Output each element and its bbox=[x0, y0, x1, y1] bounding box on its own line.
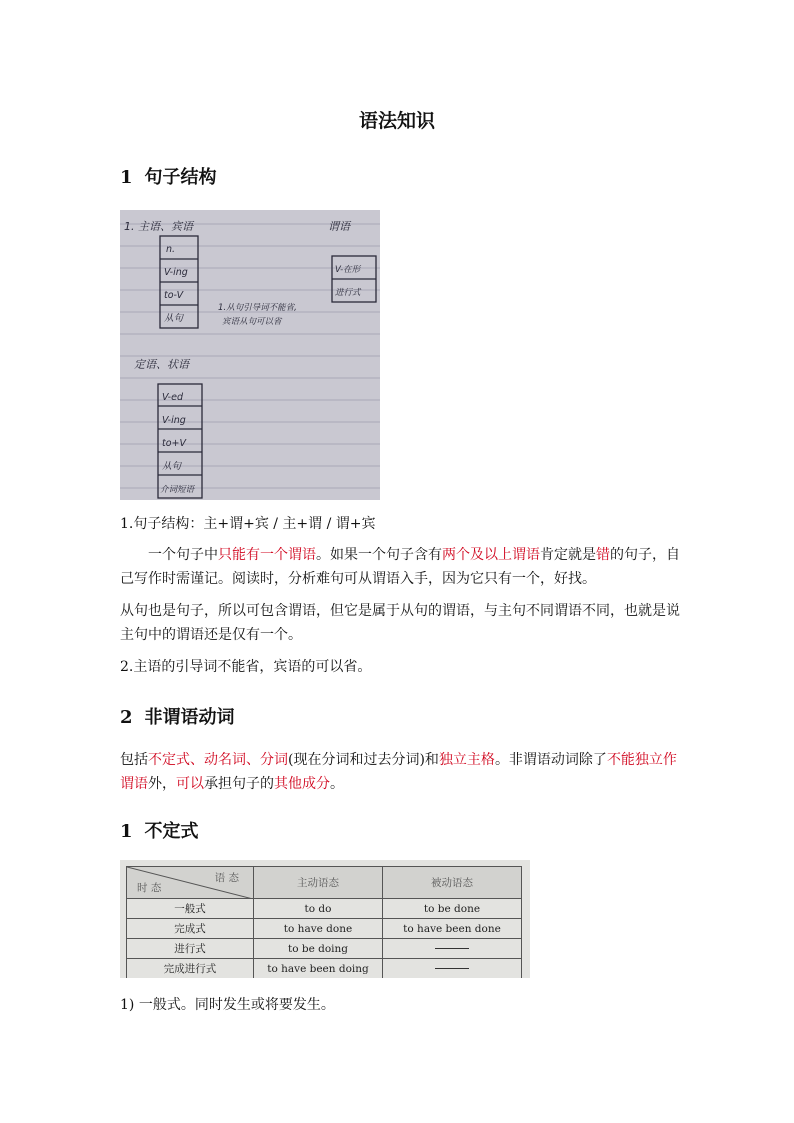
text-run: (现在分词和过去分词)和 bbox=[288, 752, 439, 768]
cell-tense: 进行式 bbox=[127, 939, 254, 959]
cell-active: to be doing bbox=[254, 939, 383, 959]
note-heading-attributive-adverbial: 定语、状语 bbox=[134, 358, 189, 371]
note-heading-subject-object: 1. 主语、宾语 bbox=[124, 220, 193, 233]
table-row bbox=[127, 959, 522, 979]
cell-tense: 一般式 bbox=[127, 899, 254, 919]
text-run: 包括 bbox=[120, 752, 148, 768]
paragraph-simple-form: 1) 一般式。同时发生或将要发生。 bbox=[120, 997, 335, 1013]
highlight-absolute-construction: 独立主格 bbox=[438, 752, 495, 768]
paragraph-non-finite-definition bbox=[120, 748, 680, 796]
text-run: 。 bbox=[330, 776, 344, 792]
note-box-to-v-2: to+V bbox=[162, 438, 186, 449]
header-passive-voice: 被动语态 bbox=[383, 867, 522, 899]
highlight-two-or-more-predicates: 两个及以上谓语 bbox=[442, 547, 540, 563]
infinitive-forms-table bbox=[126, 866, 522, 978]
cell-active: to have done bbox=[254, 919, 383, 939]
highlight-wrong: 错 bbox=[596, 547, 610, 563]
highlight-cannot-be-predicate: 不能独立作谓语 bbox=[120, 752, 677, 792]
cell-passive: to be done bbox=[383, 899, 522, 919]
text-run: 。如果一个句子含有 bbox=[316, 547, 442, 563]
note-line-1: 1.从句引导词不能省, bbox=[218, 303, 297, 313]
note-box-v-ing-2: V-ing bbox=[162, 415, 186, 426]
infinitive-table-photo bbox=[120, 860, 530, 978]
section-number: 1 bbox=[120, 167, 133, 188]
cell-tense: 完成式 bbox=[127, 919, 254, 939]
note-heading-predicate: 谓语 bbox=[328, 220, 350, 233]
notebook-page bbox=[120, 210, 380, 500]
dash-mark bbox=[435, 968, 469, 969]
text-run: 的句子，自己写作时需谨记。阅读时，分析难句可从谓语入手，因为它只有一个，好找。 bbox=[120, 547, 680, 587]
header-tense: 时 态 bbox=[137, 882, 162, 894]
cell-passive: to have been done bbox=[383, 919, 522, 939]
note-box-noun: n. bbox=[166, 244, 176, 255]
note-box-to-v: to-V bbox=[164, 290, 184, 301]
paragraph-one-predicate bbox=[120, 543, 680, 591]
note-line-2: 宾语从句可以省 bbox=[222, 317, 282, 327]
note-box-v-ed: V-ed bbox=[162, 392, 183, 403]
cell-passive-none bbox=[383, 939, 522, 959]
section-number: 2 bbox=[120, 707, 133, 728]
text-run: 。非谓语动词除了 bbox=[494, 752, 607, 768]
header-active-voice: 主动语态 bbox=[254, 867, 383, 899]
text-run: 外， bbox=[148, 776, 176, 792]
section-title: 非谓语动词 bbox=[144, 707, 235, 728]
section-heading-sentence-structure bbox=[120, 163, 217, 189]
highlight-only-one-predicate: 只能有一个谓语 bbox=[218, 547, 316, 563]
text-run: 一个句子中 bbox=[148, 547, 218, 563]
paragraph-subject-connective: 2.主语的引导词不能省，宾语的可以省。 bbox=[120, 659, 372, 675]
note-box-clause: 从句 bbox=[164, 313, 184, 324]
cell-passive-none bbox=[383, 959, 522, 979]
table-corner-header bbox=[127, 867, 254, 899]
note-box-v-ing: V-ing bbox=[164, 267, 188, 278]
text-run: 承担句子的 bbox=[204, 776, 274, 792]
header-voice: 语 态 bbox=[214, 872, 239, 884]
text-run: 肯定就是 bbox=[540, 547, 596, 563]
section-title: 不定式 bbox=[144, 821, 199, 842]
page-title: 语法知识 bbox=[358, 110, 435, 132]
handwritten-notes-photo bbox=[120, 210, 380, 500]
paragraph-clause-predicate: 从句也是句子，所以可包含谓语，但它是属于从句的谓语，与主句不同谓语不同，也就是说主句中的谓语还是仅有一个。 bbox=[120, 603, 680, 643]
cell-active: to have been doing bbox=[254, 959, 383, 979]
note-box-progressive: 进行式 bbox=[335, 288, 361, 298]
table-row bbox=[127, 899, 522, 919]
cell-active: to do bbox=[254, 899, 383, 919]
highlight-other-components: 其他成分 bbox=[274, 776, 330, 792]
section-heading-non-finite-verbs bbox=[120, 703, 235, 729]
section-title: 句子结构 bbox=[144, 167, 217, 188]
table-row bbox=[127, 919, 522, 939]
paragraph-sentence-structure: 1.句子结构：主+谓+宾 / 主+谓 / 谓+宾 bbox=[120, 516, 376, 532]
highlight-can: 可以 bbox=[176, 776, 204, 792]
dash-mark bbox=[435, 948, 469, 949]
highlight-infinitive-gerund-participle: 不定式、动名词、分词 bbox=[148, 752, 288, 768]
note-box-prep-phrase: 介词短语 bbox=[160, 485, 195, 495]
note-box-v-form: V-在形 bbox=[335, 265, 361, 275]
section-heading-infinitive bbox=[120, 817, 199, 843]
cell-tense: 完成进行式 bbox=[127, 959, 254, 979]
section-number: 1 bbox=[120, 821, 133, 842]
note-box-clause-2: 从句 bbox=[162, 461, 182, 472]
table-row bbox=[127, 939, 522, 959]
